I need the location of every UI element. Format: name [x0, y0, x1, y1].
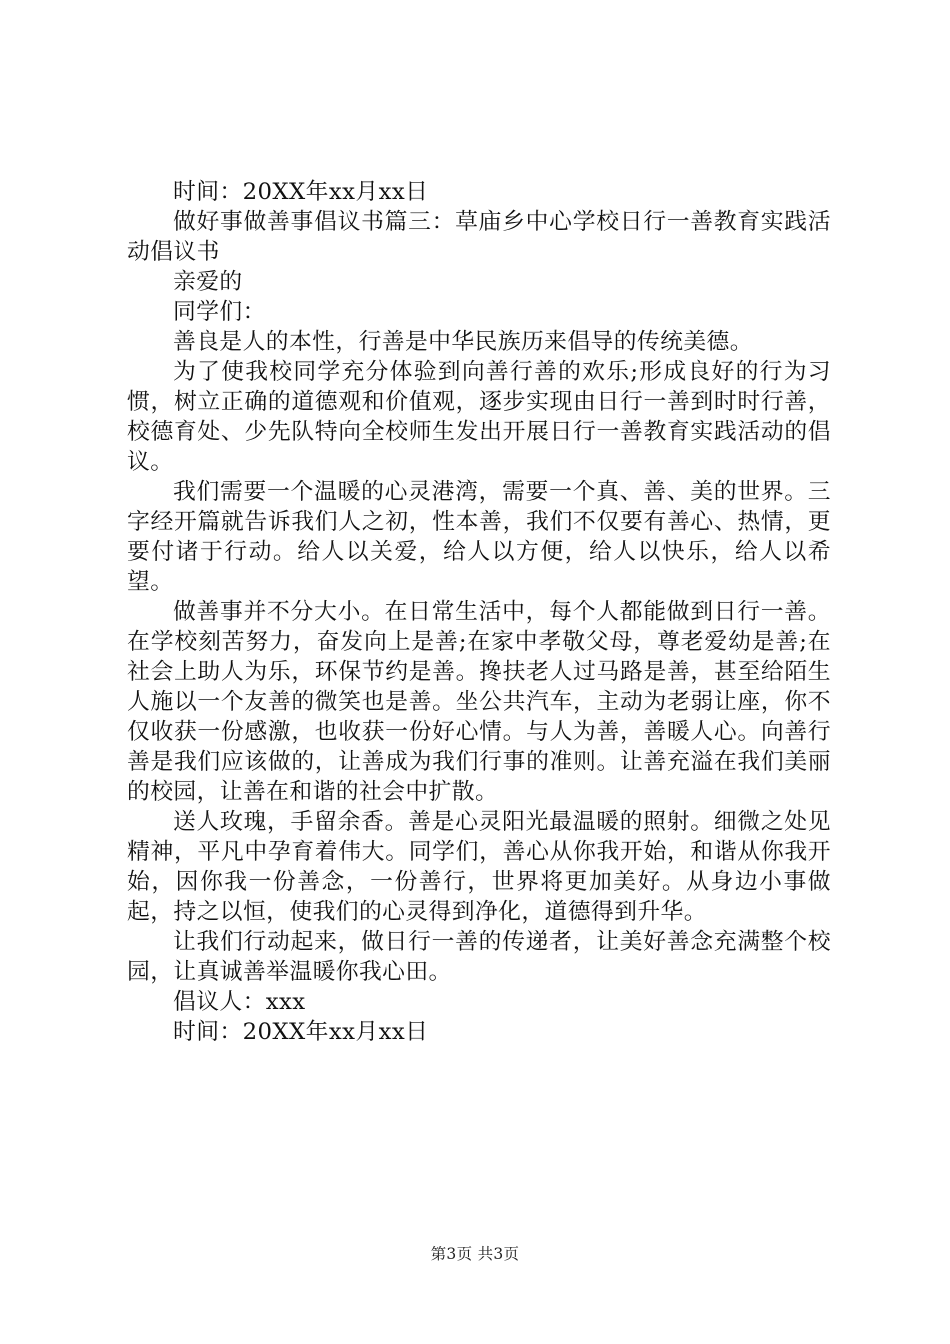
- paragraph-1: 善良是人的本性，行善是中华民族历来倡导的传统美德。: [173, 329, 753, 355]
- signatory-line: 倡议人：xxx: [173, 989, 306, 1015]
- paragraph-6: 让我们行动起来，做日行一善的传递者，让美好善念充满整个校园，让真诚善举温暖你我心田。: [127, 929, 831, 985]
- section-title: 做好事做善事倡议书篇三：草庙乡中心学校日行一善教育实践活动倡议书: [127, 209, 831, 265]
- document-body: [127, 177, 831, 1047]
- date-line-bottom: 时间：20XX年xx月xx日: [173, 1019, 429, 1045]
- paragraph-4: 做善事并不分大小。在日常生活中，每个人都能做到日行一善。在学校刻苦努力，奋发向上是善;在家中孝敬父母，尊老爱幼是善;在社会上助人为乐，环保节约是善。搀扶老人过马路是善，甚至给陌生人施以一个友善的微笑也是善。坐公共汽车，主动为老弱让座，你不仅收获一份感激，也收获一份好心情。与人为善，善暖人心。向善行善是我们应该做的，让善成为我们行事的准则。让善充溢在我们美丽的校园，让善在和谐的社会中扩散。: [127, 599, 831, 805]
- paragraph-5: 送人玫瑰，手留余香。善是心灵阳光最温暖的照射。细微之处见精神，平凡中孕育着伟大。同学们，善心从你我开始，和谐从你我开始，因你我一份善念，一份善行，世界将更加美好。从身边小事做起，持之以恒，使我们的心灵得到净化，道德得到升华。: [127, 809, 831, 925]
- salutation-line-1: 亲爱的: [173, 269, 243, 295]
- page-number-footer: 第3页 共3页: [430, 1245, 520, 1263]
- date-line-top: 时间：20XX年xx月xx日: [173, 179, 429, 205]
- salutation-line-2: 同学们：: [173, 299, 266, 325]
- paragraph-2: 为了使我校同学充分体验到向善行善的欢乐;形成良好的行为习惯，树立正确的道德观和价值观，逐步实现由日行一善到时时行善，校德育处、少先队特向全校师生发出开展日行一善教育实践活动的倡议。: [127, 359, 831, 475]
- paragraph-3: 我们需要一个温暖的心灵港湾，需要一个真、善、美的世界。三字经开篇就告诉我们人之初，性本善，我们不仅要有善心、热情，更要付诸于行动。给人以关爱，给人以方便，给人以快乐，给人以希望。: [127, 479, 831, 595]
